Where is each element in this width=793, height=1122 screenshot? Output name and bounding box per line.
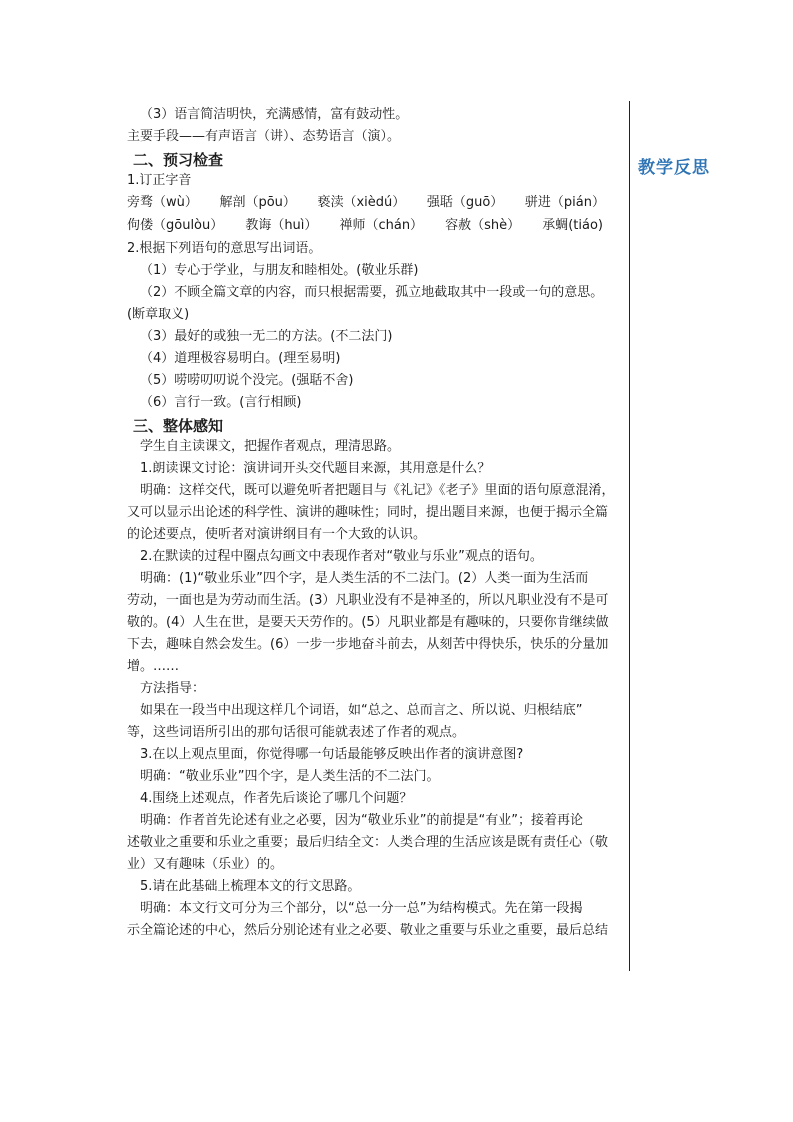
pinyin-item: 禅师（chán） xyxy=(339,218,424,233)
answer-3: 明确：“敬业乐业”四个字，是人类生活的不二法门。 xyxy=(140,769,440,784)
method-line: 如果在一段当中出现这样几个词语，如“总之、总而言之、所以说、归根结底” xyxy=(140,703,583,718)
method-line: 等，这些词语所引出的那句话很可能就表述了作者的观点。 xyxy=(127,725,466,740)
question-5: 5.请在此基础上梳理本文的行文思路。 xyxy=(140,879,361,894)
question-4: 4.围绕上述观点，作者先后谈论了哪几个问题？ xyxy=(140,791,413,806)
question-1: 1.朗读课文讨论：演讲词开头交代题目来源，其用意是什么？ xyxy=(140,461,491,476)
vocab-item-continued: (断章取义) xyxy=(127,307,190,322)
overview-intro: 学生自主读课文，把握作者观点，理清思路。 xyxy=(140,439,401,454)
pinyin-item: 骈进（pián） xyxy=(524,195,605,210)
answer-5-line: 示全篇论述的中心，然后分别论述有业之必要、敬业之重要与乐业之重要，最后总结 xyxy=(127,923,609,938)
column-divider xyxy=(629,101,630,971)
pinyin-item: 教诲（huì） xyxy=(245,218,318,233)
answer-4-line: 业）又有趣味（乐业）的。 xyxy=(127,857,284,872)
vocab-item: （6）言行一致。(言行相顾) xyxy=(140,395,302,410)
answer-4-line: 述敬业之重要和乐业之重要；最后归结全文：人类合理的生活应该是既有责任心（敬 xyxy=(127,835,609,850)
intro-line-2: 主要手段——有声语言（讲）、态势语言（演）。 xyxy=(127,129,401,144)
pinyin-item: 亵渎（xièdú） xyxy=(317,195,406,210)
pinyin-item: 强聒（guō） xyxy=(426,195,504,210)
pinyin-row xyxy=(127,216,603,239)
teaching-reflection-title: 教学反思 xyxy=(638,158,710,178)
intro-line-1: （3）语言简洁明快，充满感情，富有鼓动性。 xyxy=(140,107,409,122)
answer-2-line: 下去，趣味自然会发生。(6）一步一步地奋斗前去，从刻苦中得快乐，快乐的分量加 xyxy=(127,637,609,652)
main-content xyxy=(127,105,623,943)
pinyin-item: 佝偻（gōulòu） xyxy=(127,218,224,233)
answer-2-line: 增。…… xyxy=(127,659,180,674)
vocab-item: （1）专心于学业，与朋友和睦相处。(敬业乐群) xyxy=(140,263,419,278)
answer-2-line: 明确：(1)“敬业乐业”四个字，是人类生活的不二法门。(2）人类一面为生活而 xyxy=(140,571,589,586)
answer-2-line: 敬的。(4）人生在世，是要天天劳作的。(5）凡职业都是有趣味的，只要你肯继续做 xyxy=(127,615,609,630)
section-heading-preview: 二、预习检查 xyxy=(133,151,224,169)
pinyin-item: 承蜩(tiáo) xyxy=(542,218,603,233)
answer-1-line: 又可以显示出论述的科学性、演讲的趣味性；同时，提出题目来源，也便于揭示全篇 xyxy=(127,505,609,520)
question-2: 2.在默读的过程中圈点勾画文中表现作者对“敬业与乐业”观点的语句。 xyxy=(140,549,543,564)
pinyin-row xyxy=(127,193,605,216)
answer-4-line: 明确：作者首先论述有业之必要，因为“敬业乐业”的前提是“有业”；接着再论 xyxy=(140,813,583,828)
vocab-item: （3）最好的或独一无二的方法。(不二法门) xyxy=(140,329,393,344)
pinyin-item: 容赦（shè） xyxy=(445,218,521,233)
vocab-item: （5）唠唠叨叨说个没完。(强聒不舍) xyxy=(140,373,354,388)
answer-1-line: 的论述要点，使听者对演讲纲目有一个大致的认识。 xyxy=(127,527,427,542)
method-label: 方法指导： xyxy=(140,681,206,696)
question-3: 3.在以上观点里面，你觉得哪一句话最能够反映出作者的演讲意图? xyxy=(140,747,524,762)
sub-heading-pronunciation: 1.订正字音 xyxy=(127,173,192,188)
vocab-item: （2）不顾全篇文章的内容，而只根据需要，孤立地截取其中一段或一句的意思。 xyxy=(140,285,604,300)
answer-5-line: 明确：本文行文可分为三个部分，以“总一分一总”为结构模式。先在第一段揭 xyxy=(140,901,583,916)
pinyin-item: 旁骛（wù） xyxy=(127,195,198,210)
sub-heading-vocabulary: 2.根据下列语句的意思写出词语。 xyxy=(127,241,322,256)
pinyin-item: 解剖（pōu） xyxy=(219,195,296,210)
vocab-item: （4）道理极容易明白。(理至易明) xyxy=(140,351,341,366)
answer-2-line: 劳动，一面也是为劳动而生活。(3）凡职业没有不是神圣的，所以凡职业没有不是可 xyxy=(127,593,609,608)
section-heading-overview: 三、整体感知 xyxy=(133,417,224,435)
answer-1-line: 明确：这样交代，既可以避免听者把题目与《礼记》《老子》里面的语句原意混淆， xyxy=(140,483,615,498)
